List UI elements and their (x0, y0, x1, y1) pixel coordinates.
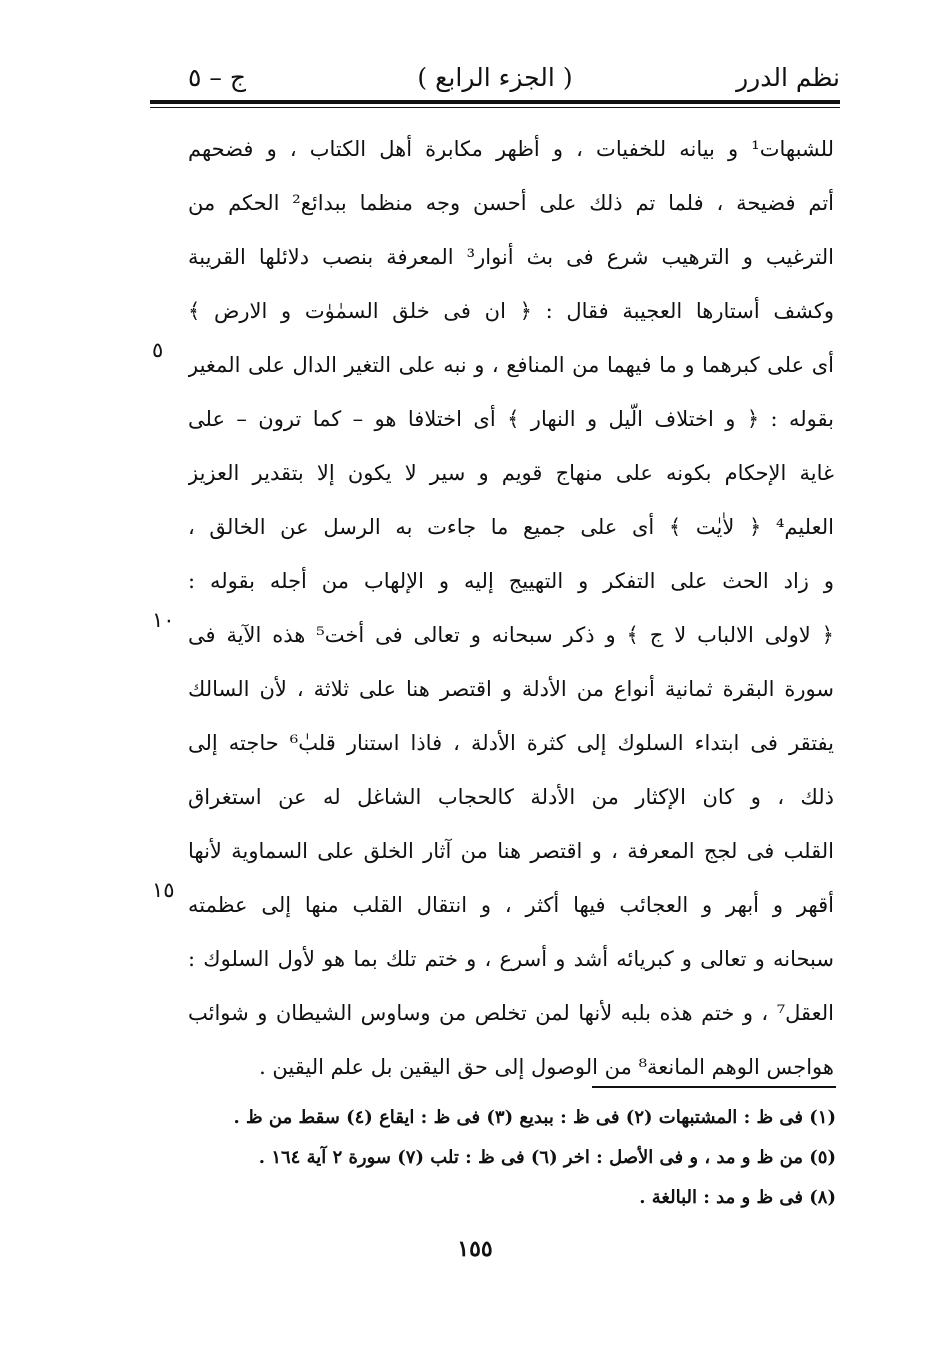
line-number-5: ٥ (152, 338, 164, 362)
text-line: غاية الإحكام بكونه على منهاج قويم و سير لا يكون إلا بتقدير العزيز (188, 461, 834, 485)
footnote-line: (٨) فى ظ و مد : البالغة . (639, 1187, 836, 1208)
header-book-title: نظم الدرر (736, 63, 840, 92)
header-rule-thin (150, 107, 840, 108)
text-line: الترغيب و الترهيب شرع فى بث أنوار³ المعرفة بنصب دلائلها القريبة (188, 245, 834, 269)
footnote-rule (592, 1086, 836, 1088)
text-line: ذلك ، و كان الإكثار من الأدلة كالحجاب الشاغل له عن استغراق (188, 785, 834, 809)
header-rule-thick (150, 100, 840, 104)
text-line: أقهر و أبهر و العجائب فيها أكثر ، و انتقال القلب منها إلى عظمته (188, 893, 834, 917)
footnote-line: (١) فى ظ : المشتبهات (٢) فى ظ : ببديع (٣) فى ظ : ايقاع (٤) سقط من ظ . (233, 1107, 836, 1128)
text-line: هواجس الوهم المانعة⁸ من الوصول إلى حق اليقين بل علم اليقين . (259, 1055, 834, 1079)
running-header (150, 58, 840, 98)
footnote-line: (٥) من ظ و مد ، و فى الأصل : اخر (٦) فى ظ : تلب (٧) سورة ٢ آية ١٦٤ . (258, 1147, 836, 1168)
text-line: و زاد الحث على التفكر و التهييج إليه و الإلهاب من أجله بقوله : (188, 569, 834, 593)
text-line: ﴿ لاولى الالباب لا ج ﴾ و ذكر سبحانه و تعالى فى أخت⁵ هذه الآية فى (188, 623, 834, 647)
header-volume-label: ج – ٥ (188, 63, 246, 92)
text-line: يفتقر فى ابتداء السلوك إلى كثرة الأدلة ، فاذا استنار قلبٰ⁶ حاجته إلى (188, 731, 834, 755)
text-line: أتم فضيحة ، فلما تم ذلك على أحسن وجه منظما ببدائع² الحكم من (188, 191, 834, 215)
main-text (188, 122, 834, 1094)
text-line: أى على كبرهما و ما فيهما من المنافع ، و نبه على التغير الدال على المغير (188, 353, 834, 377)
line-number-10: ١٠ (152, 608, 175, 632)
header-part-label: ( الجزء الرابع ) (417, 63, 573, 92)
text-line: وكشف أستارها العجيبة فقال : ﴿ ان فى خلق السمٰوٰت و الارض ﴾ (188, 299, 834, 323)
text-line: للشبهات¹ و بيانه للخفيات ، و أظهر مكابرة أهل الكتاب ، و فضحهم (188, 137, 834, 161)
text-line: بقوله : ﴿ و اختلاف الّيل و النهار ﴾ أى اختلافا هو – كما ترون – على (188, 407, 834, 431)
footnotes (150, 1098, 836, 1218)
text-line: العقل⁷ ، و ختم هذه بلبه لأنها لمن تخلص من وساوس الشيطان و شوائب (188, 1001, 834, 1025)
page-number: ١٥٥ (457, 1236, 493, 1262)
text-line: القلب فى لجج المعرفة ، و اقتصر هنا من آثار الخلق على السماوية لأنها (188, 839, 834, 863)
text-line: العليم⁴ ﴿ لاٰيٰت ﴾ أى على جميع ما جاءت به الرسل عن الخالق ، (188, 515, 834, 539)
text-line: سبحانه و تعالى و كبريائه أشد و أسرع ، و ختم تلك بما هو لأول السلوك : (188, 947, 834, 971)
text-line: سورة البقرة ثمانية أنواع من الأدلة و اقتصر هنا على ثلاثة ، لأن السالك (188, 677, 834, 701)
line-number-15: ١٥ (152, 878, 175, 902)
